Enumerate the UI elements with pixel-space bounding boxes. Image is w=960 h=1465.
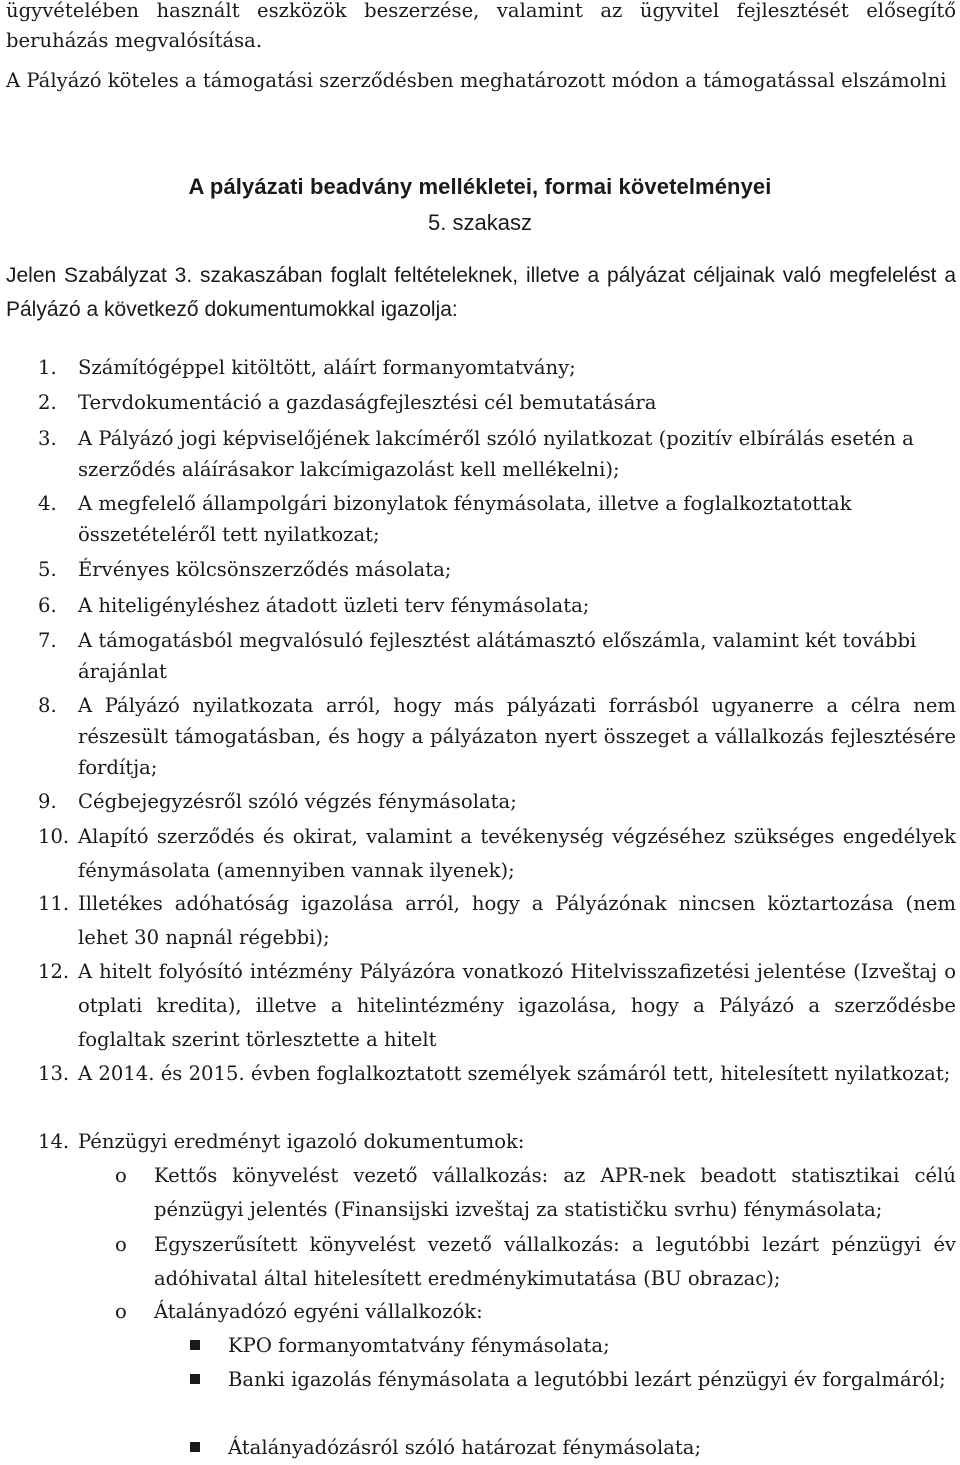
list-text: Tervdokumentáció a gazdaságfejlesztési cél bemutatására [78, 391, 657, 414]
square-bullet-icon [190, 1374, 200, 1384]
paragraph-accounting: A Pályázó köteles a támogatási szerződésben meghatározott módon a támogatással elszámolni [6, 69, 947, 92]
sub-list-text: Átalányadózó egyéni vállalkozók: [154, 1300, 483, 1323]
list-number: 14. [38, 1130, 70, 1153]
section-number: 5. szakasz [428, 210, 532, 235]
list-number: 5. [38, 558, 57, 581]
list-item [38, 387, 956, 418]
list-item [38, 488, 956, 550]
list-item [38, 690, 956, 783]
list-text: Alapító szerződés és okirat, valamint a tevékenység végzéséhez szükséges engedélyek fénymásolata (amennyiben vannak ilyenek); [78, 825, 956, 882]
list-text: Számítógéppel kitöltött, aláírt formanyomtatvány; [78, 356, 576, 379]
nested-list-text: Átalányadózásról szóló határozat fénymásolata; [228, 1436, 702, 1459]
list-item [38, 1057, 956, 1091]
paragraph-investment: ügyvételében használt eszközök beszerzése, valamint az ügyvitel fejlesztését elősegítő beruházás megvalósítása. [6, 0, 956, 52]
sub-list-text: Kettős könyvelést vezető vállalkozás: az APR-nek beadott statisztikai célú pénzügyi jelentés (Finansijski izveštaj za statističku svrhu) fénymásolata; [154, 1164, 956, 1221]
list-number: 1. [38, 356, 57, 379]
circle-bullet: o [115, 1300, 127, 1323]
list-number: 4. [38, 492, 57, 515]
nested-list-item [190, 1329, 956, 1363]
list-number: 13. [38, 1062, 70, 1085]
square-bullet-icon [190, 1442, 200, 1452]
list-number: 9. [38, 790, 57, 813]
list-number: 2. [38, 391, 57, 414]
nested-list-item [190, 1431, 956, 1465]
nested-list-item [190, 1363, 956, 1397]
list-number: 12. [38, 960, 70, 983]
list-number: 3. [38, 427, 57, 450]
list-item [38, 590, 956, 621]
list-item [38, 625, 956, 687]
list-item [38, 554, 956, 585]
list-text: A Pályázó nyilatkozata arról, hogy más pályázati forrásból ugyanerre a célra nem részesült támogatásban, és hogy a pályázaton nyert összeget a vállalkozás fejlesztésére fordítja; [78, 694, 956, 779]
list-text: Érvényes kölcsönszerződés másolata; [78, 558, 452, 581]
list-number: 11. [38, 892, 70, 915]
list-text: Illetékes adóhatóság igazolása arról, hogy a Pályázónak nincsen köztartozása (nem lehet 30 napnál régebbi); [78, 892, 956, 949]
nested-list-text: KPO formanyomtatvány fénymásolata; [228, 1334, 610, 1357]
list-text: A támogatásból megvalósuló fejlesztést alátámasztó előszámla, valamint két további árajánlat [78, 629, 917, 683]
list-text: A hiteligényléshez átadott üzleti terv fénymásolata; [78, 594, 590, 617]
circle-bullet: o [115, 1164, 127, 1187]
circle-bullet: o [115, 1233, 127, 1256]
sub-list-item [115, 1159, 956, 1227]
nested-list-text: Banki igazolás fénymásolata a legutóbbi lezárt pénzügyi év forgalmáról; [228, 1368, 946, 1391]
list-item [38, 1125, 956, 1159]
sub-list-item [115, 1295, 956, 1329]
list-item [38, 955, 956, 1057]
list-text: Cégbejegyzésről szóló végzés fénymásolata; [78, 790, 517, 813]
list-number: 10. [38, 825, 70, 848]
intro-paragraph: Jelen Szabályzat 3. szakaszában foglalt feltételeknek, illetve a pályázat céljainak való megfelelést a Pályázó a következő dokumentumokkal igazolja: [6, 264, 956, 321]
section-heading: A pályázati beadvány mellékletei, formai követelményei [188, 174, 772, 199]
list-text: A 2014. és 2015. évben foglalkoztatott személyek számáról tett, hitelesített nyilatkozat; [78, 1062, 951, 1085]
sub-list-item [115, 1228, 956, 1296]
list-item [38, 786, 956, 817]
list-text: A megfelelő állampolgári bizonylatok fénymásolata, illetve a foglalkoztatottak összetételéről tett nyilatkozat; [78, 492, 852, 546]
square-bullet-icon [190, 1340, 200, 1350]
list-item [38, 887, 956, 955]
list-text: A hitelt folyósító intézmény Pályázóra vonatkozó Hitelvisszafizetési jelentése (Izveštaj o otplati kredita), illetve a hitelintézmény igazolása, hogy a Pályázó a szerződésbe foglaltak szerint törlesztette a hitelt [78, 960, 956, 1051]
list-number: 7. [38, 629, 57, 652]
list-number: 8. [38, 694, 57, 717]
list-text: A Pályázó jogi képviselőjének lakcíméről szóló nyilatkozat (pozitív elbírálás esetén a szerződés aláírásakor lakcímigazolást kell mellékelni); [78, 427, 914, 481]
list-item [38, 423, 956, 485]
list-item [38, 820, 956, 888]
list-item [38, 352, 956, 383]
list-number: 6. [38, 594, 57, 617]
list-text: Pénzügyi eredményt igazoló dokumentumok: [78, 1130, 525, 1153]
sub-list-text: Egyszerűsített könyvelést vezető vállalkozás: a legutóbbi lezárt pénzügyi év adóhivatal által hitelesített eredménykimutatása (BU obrazac); [154, 1233, 956, 1290]
